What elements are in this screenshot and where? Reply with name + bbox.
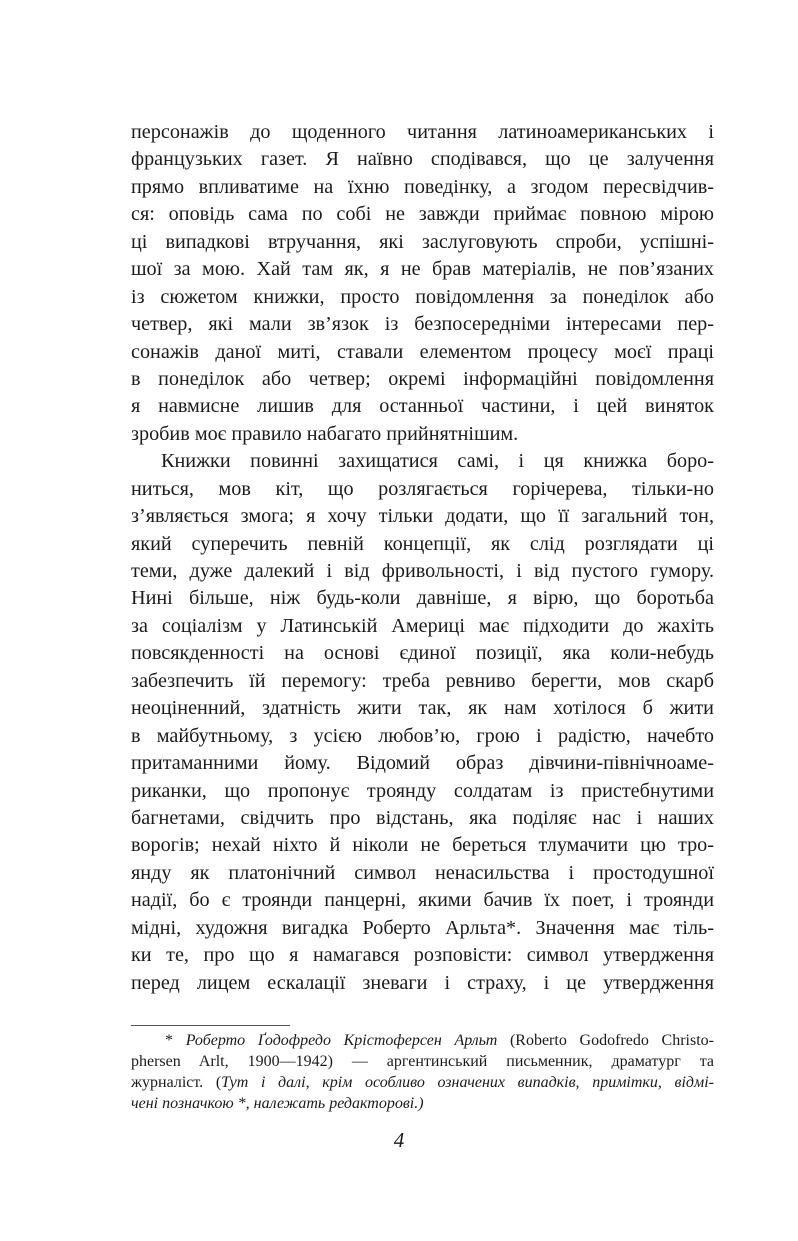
footnote-separator: [131, 1025, 290, 1026]
text-line: сонажів даної миті, ставали елементом процесу моєї праці: [131, 340, 714, 363]
text-line: четвер, які мали зв’язок із безпосередніми інтересами пер-: [131, 313, 714, 336]
footnote-line: [131, 1030, 714, 1051]
body-text: [131, 119, 714, 997]
text-line: із сюжетом книжки, просто повідомлення за понеділок або: [131, 285, 714, 308]
text-line: шої за мою. Хай там як, я не брав матеріалів, не пов’язаних: [131, 258, 714, 281]
text-line: в понеділок або четвер; окремі інформаційні повідомлення: [131, 367, 714, 390]
footnote-text: (Roberto Godofredo Christo-: [497, 1032, 714, 1049]
text-line: персонажів до щоденного читання латиноамериканських і: [131, 121, 714, 143]
text-line: неоціненний, здатність жити так, як нам хотілося б жити: [131, 697, 714, 720]
text-line: повсякденності на основі єдиної позиції, яка коли-небудь: [131, 642, 714, 665]
footnote-line: phersen Arlt, 1900—1942) — аргентинський письменник, драматург та: [131, 1053, 714, 1070]
text-line: багнетами, свідчить про відстань, яка поділяє нас і наших: [131, 806, 714, 829]
text-line: ворогів; нехай ніхто й ніколи не береться тлумачити цю тро-: [131, 834, 714, 857]
text-line: ки те, про що я намагався розповісти: символ утвердження: [131, 944, 714, 967]
footnote-line: [131, 1072, 714, 1093]
text-line: французьких газет. Я наївно сподівався, що це залучення: [131, 148, 714, 171]
footnote: [131, 1030, 714, 1114]
text-line: ниться, мов кіт, що розлягається горічерева, тільки-но: [131, 477, 714, 500]
footnote-text: журналіст. (: [131, 1074, 222, 1091]
text-line: з’являється змога; я хочу тільки додати, що її загальний тон,: [131, 505, 714, 528]
text-line: янду як платонічний символ ненасильства і простодушної: [131, 861, 714, 884]
text-line: в майбутньому, з усією любов’ю, грою і радістю, начебто: [131, 724, 714, 747]
text-line: забезпечить їй перемогу: треба ревниво берегти, мов скарб: [131, 669, 714, 692]
footnote-author-name: Роберто Ґодофредо Крістоферсен Арльт: [185, 1032, 498, 1049]
text-line: я навмисне лишив для останньої частини, і цей виняток: [131, 395, 714, 418]
editor-note: Тут і далі, крім особливо означених випадків, примітки, відмі-: [221, 1074, 715, 1091]
text-line: Нині більше, ніж будь-коли давніше, я вірю, що боротьба: [131, 587, 714, 610]
editor-note-line: чені позначкою *, належать редакторові.): [131, 1095, 424, 1112]
text-line: ці випадкові втручання, які заслуговують спроби, успішні-: [131, 230, 714, 253]
text-line: прямо впливатиме на їхню поведінку, а згодом пересвідчив-: [131, 175, 714, 198]
footnote-marker: *: [165, 1032, 186, 1049]
text-line: мідні, художня вигадка Роберто Арльта*. Значення має тіль-: [131, 916, 714, 939]
page-number: 4: [393, 1128, 405, 1152]
text-line: теми, дуже далекий і від фривольності, і від пустого гумору.: [131, 560, 714, 582]
text-line: притаманними йому. Відомий образ дівчини-північноаме-: [131, 752, 714, 775]
text-line: зробив моє правило набагато прийнятнішим.: [131, 422, 519, 445]
paragraph-start-line: Книжки повинні захищатися самі, і ця книжка боро-: [161, 450, 714, 473]
text-line: перед лицем ескалації зневаги і страху, і це утвердження: [131, 971, 714, 994]
text-line: за соціалізм у Латинській Америці має підходити до жахіть: [131, 614, 714, 637]
text-line: риканки, що пропонує троянду солдатам із пристебнутими: [131, 779, 714, 802]
text-line: який суперечить певній концепції, як слід розглядати ці: [131, 532, 714, 555]
text-line: надії, бо є троянди панцерні, якими бачив їх поет, і троянди: [131, 889, 714, 912]
text-line: ся: оповідь сама по собі не завжди приймає повною мірою: [131, 203, 714, 226]
